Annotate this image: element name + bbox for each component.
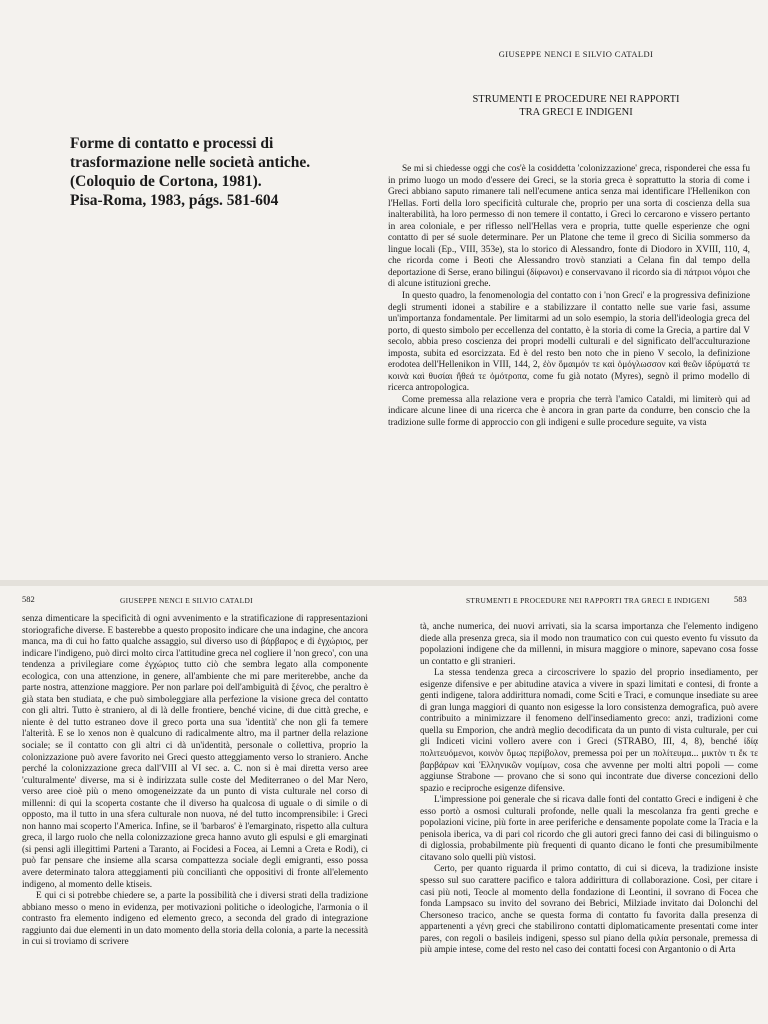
paragraph: L'impressione poi generale che si ricava dalle fonti del contatto Greci e indigeni è che esso portò a osmosi culturali profonde, nelle quali la mescolanza fra genti greche e popolazioni vicine, più forte in aree periferiche e densamente popolate come la Tracia e la penisola iberica, va di pari col ricordo che gli autori greci fanno dei casi di bilinguismo o di diglossia, probabilmente più frequenti di quanto dicano le fonti che presumibilmente citavano solo quelli più vistosi. <box>420 795 758 863</box>
running-head: GIUSEPPE NENCI E SILVIO CATALDI <box>120 596 253 605</box>
page-583 <box>384 586 768 1024</box>
citation-line: trasformazione nelle società antiche. <box>70 154 311 171</box>
article-authors: GIUSEPPE NENCI E SILVIO CATALDI <box>498 49 654 59</box>
article-title <box>384 93 768 119</box>
page-582 <box>0 586 384 1024</box>
body-text <box>420 622 758 957</box>
title-line: STRUMENTI E PROCEDURE NEI RAPPORTI <box>472 94 680 105</box>
paragraph: E qui ci si potrebbe chiedere se, a parte la possibilità che i diversi strati della tradizione abbiano messo o meno in evidenza, per motivazioni politiche o ideologiche, l'armonia o il contrasto fra elemento indigeno ed elemento greco, a seconda del grado di integrazione raggiunto dai due elementi in un dato momento della storia della colonia, a parte la necessità in cui si troviamo di scrivere <box>22 891 368 948</box>
page-581 <box>384 0 768 580</box>
running-head: STRUMENTI E PROCEDURE NEI RAPPORTI TRA GRECI E INDIGENI <box>466 596 710 605</box>
title-line: TRA GRECI E INDIGENI <box>519 107 633 118</box>
page-number: 582 <box>22 594 35 604</box>
citation-line: Forme di contatto e processi di <box>70 135 274 152</box>
page-left-top <box>0 0 384 580</box>
page-number: 583 <box>734 594 747 604</box>
paragraph: Se mi si chiedesse oggi che cos'è la cosiddetta 'colonizzazione' greca, risponderei che essa fu in primo luogo un modo d'essere dei Greci, se la storia greca è soprattutto la storia di come i Greci abbiano saputo rimanere tali nell'ecumene antica senza mai identificare l'Hellenikon con l'Hellas. Forti della loro specificità culturale che, proprio per una sorta di coscienza della sua inalterabilità, ha loro permesso di non temere il contatto, i Greci lo cercarono e vissero pertanto in area coloniale, e per riflesso nell'Hellas vera e propria, tutte quelle esperienze che ogni contatto di per sé suole determinare. Per un Platone che teme il greco di Sicilia sommerso da lingue locali (Ep., VIII, 353e), sta lo storico di Alessandro, fonte di Diodoro in XVIII, 110, 4, che ricorda come i Beoti che Alessandro trovò stanziati a Celana fin dal tempo della deportazione di Serse, erano bilingui (δίφωνοι) e conservavano il ricordo sia di πάτριοι νόμοι che di alcune istituzioni greche. <box>388 164 751 290</box>
paragraph: Certo, per quanto riguarda il primo contatto, di cui si diceva, la tradizione insiste spesso sul suo carattere pacifico e talora addirittura di collaborazione. Così, per citare i casi più noti, Teocle al momento della fondazione di Leontini, il sovrano di Focea che fonda Lampsaco su invito del sovrano dei Bebrici, Milziade invitato dai Dolonchi del Chersoneso tracico, anche se questa forma di contatto fu favorita dalla presenza di appartenenti a γένη greci che stabilirono contatti diplomaticamente presentati come inter pares, con regoli o basileis indigeni, spesso sul piano della φιλία personale, premessa di più ampie intese, come del resto nel caso dei contatti focesi con Argantonio o di Arta <box>420 864 758 956</box>
paragraph: In questo quadro, la fenomenologia del contatto con i 'non Greci' e la progressiva definizione degli strumenti idonei a stabilire e a stabilizzare il contatto nelle sue varie fasi, assume un'importanza fondamentale. Per limitarmi ad un solo esempio, la storia dell'ideologia greca del porto, di questo simbolo per eccellenza del contatto, è la storia di come la Grecia, a partire dal V secolo, abbia preso coscienza dei propri modelli culturali e del significato dell'acculturazione imposta, subita ed esorcizzata. Ed è del resto ben noto che in pieno V secolo, la definizione erodotea dell'Hellenikon in VIII, 144, 2, ἐὸν ὅμαιμόν τε καὶ ὁμόγλωσσον καὶ θεῶν ἱδρύματά τε κοινὰ καὶ θυσίαι ἤθεά τε ὁμότροπα, come fu già notato (Myres), segnò il primo modello di ricerca antropologica. <box>388 291 750 394</box>
source-citation <box>70 134 360 210</box>
body-text <box>388 164 750 430</box>
paragraph: senza dimenticare la specificità di ogni avvenimento e la stratificazione di rappresentazioni storiografiche diverse. E basterebbe a questo proposito indicare che una indagine, che ancora manca, ma di cui ho fatto qualche assaggio, sul diverso uso di βάρβαρος e di ἐγχώριος, per indicare l'indigeno, può dirci molto circa l'attitudine greca nel cogliere il 'non greco', con una tendenza a privilegiare come ἐγχώριος tutto ciò che sembra legato alla componente ecologica, con una attenzione, in genere, all'ambiente che mi pare meriterebbe, anche da parte nostra, attenzione maggiore. Per non parlare poi dell'ambiguità di ξένος, che peraltro è già stata ben studiata, e che può simboleggiare alla perfezione la visione greca del contatto con gli altri. Tutto è straniero, al di là delle frontiere, benché vicine, di due città greche, e niente è del tutto estraneo dove il greco porta una sua 'identità' che non gli fa temere l'alterità. E se lo xenos non è qualcuno di radicalmente altro, ma il partner della relazione sociale; se il contatto con gli altri ci dà un'identità, personale o collettiva, proprio la colonizzazione può avere favorito nei Greci questo atteggiamento verso lo straniero. Anche perché la colonizzazione greca dall'VIII al VI sec. a. C. non si è mai diretta verso aree 'culturalmente' diverse, ma si è indirizzata sulle coste del Mediterraneo o del Mar Nero, verso aree cioè più o meno omogeneizzate da un punto di vista culturale nel corso di millenni: di qui la scoperta costante che il diverso ha qualcosa di uguale o di simile o di opposto, ma il tutto in una sfera culturale non nuova, né del tutto incomprensibile: i Greci non hanno mai scoperto l'America. Infine, se il 'barbaros' è l'emarginato, rispetto alla cultura greca, il largo ruolo che nella colonizzazione greca hanno avuto gli espulsi e gli emarginati (si pensi agli illegittimi Parteni a Taranto, ai Focidesi a Focea, ai Lemni a Creta e Rodi), ci può far pensare che insieme alla scarsa compattezza sociale degli emigranti, esso possa avere determinato talora atteggiamenti più conciliantì che oppositivi di fronte all'elemento indigeno, al momento delle ktiseis. <box>22 614 368 890</box>
paragraph: La stessa tendenza greca a circoscrivere lo spazio del proprio insediamento, per esigenze difensive e per abitudine atavica a vivere in spazi limitati e contesi, di fronte a genti indigene, talora addirittura nomadi, come Sciti e Traci, e comunque insediate su aree di gran lunga maggiori di quanto non esigesse la loro consistenza demografica, può avere contribuito a minimizzare il fenomeno dell'insediamento greco: anzi, tradizioni come quella su Emporion, che andrà meglio decodificata da un punto di vista culturale, per cui gli Indiceti vicini vollero avere con i Greci (STRABO, III, 4, 8), benché ἰδίᾳ πολιτευόμενοι, κοινὸν ὅμως περίβολον, premessa poi per un πολίτευμα... μικτὸν τι ἔκ τε βαρβάρων καὶ Ἑλληνικῶν νομίμων, cosa che avvenne per molti altri popoli — come aggiunse Strabone — provano che si sono qui incontrate due diverse concezioni dello spazio e reciproche esigenze difensive. <box>420 668 758 794</box>
paragraph: Come premessa alla relazione vera e propria che terrà l'amico Cataldi, mi limiterò qui ad indicare alcune linee di una ricerca che è ancora in gran parte da condurre, ben conscio che la tradizione sulle forme di approccio con gli indigeni e sulle procedure seguite, va vista <box>388 394 750 429</box>
citation-line: (Coloquio de Cortona, 1981). <box>70 173 262 190</box>
citation-line: Pisa-Roma, 1983, págs. 581-604 <box>70 192 279 209</box>
paragraph: tà, anche numerica, dei nuovi arrivati, sia la scarsa importanza che l'elemento indigeno diede alla presenza greca, sia il modo non traumatico con cui questo evento fu vissuto da popolazioni indigene che da millenni, in misura maggiore o minore, sapevano cosa fosse un contatto e gli stranieri. <box>420 622 758 667</box>
body-text <box>22 614 368 949</box>
